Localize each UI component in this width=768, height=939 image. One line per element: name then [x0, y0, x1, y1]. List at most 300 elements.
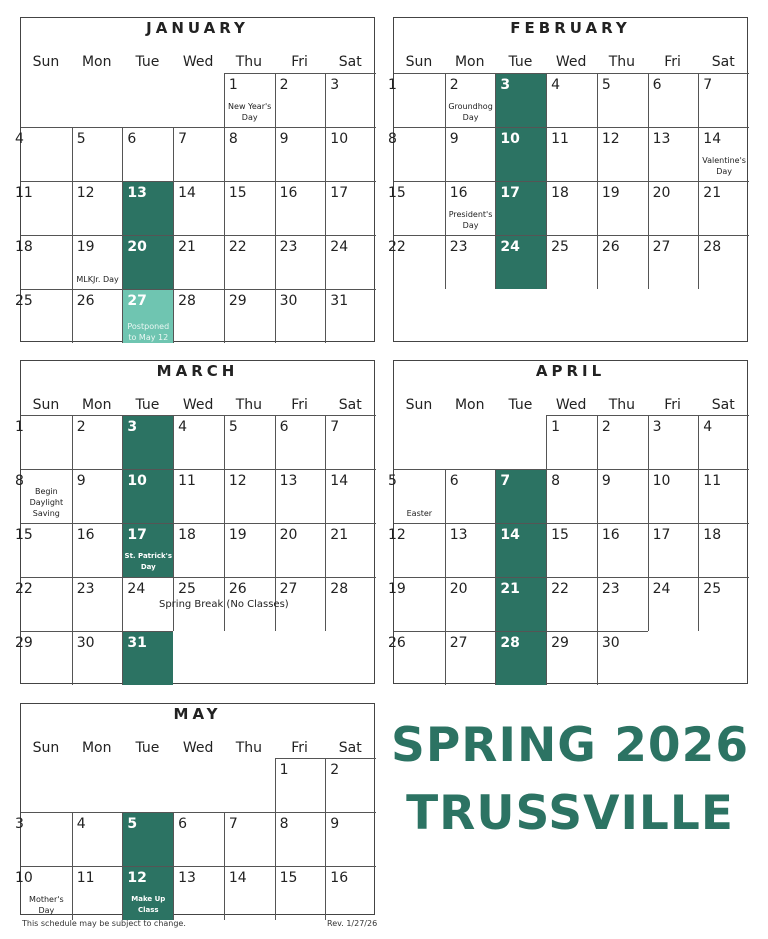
day-number: 25 [703, 581, 722, 597]
weekday-label: Mon [454, 54, 485, 70]
day-number: 15 [388, 185, 406, 201]
weekday-label: Thu [235, 740, 262, 756]
day-number: 4 [551, 77, 561, 93]
weekday-label: Wed [182, 740, 214, 756]
day-cell [648, 469, 699, 523]
day-cell [173, 523, 224, 577]
day-cell [445, 523, 496, 577]
day-number: 13 [449, 527, 468, 543]
day-number: 17 [330, 185, 349, 201]
day-number: 6 [279, 419, 289, 435]
day-number: 22 [388, 239, 406, 255]
day-number: 4 [178, 419, 188, 435]
day-cell [546, 577, 597, 631]
day-number: 8 [388, 131, 397, 147]
day-cell [15, 866, 72, 920]
day-number: 13 [652, 131, 671, 147]
day-cell [72, 415, 123, 469]
day-cell [275, 127, 326, 181]
day-cell [597, 415, 648, 469]
day-cell [597, 631, 648, 685]
weekday-label: Thu [608, 397, 635, 413]
day-cell [597, 523, 648, 577]
day-number: 13 [279, 473, 298, 489]
month-april [388, 360, 748, 684]
day-cell [597, 469, 648, 523]
day-cell [275, 469, 326, 523]
day-number: 5 [388, 473, 397, 489]
day-number: 25 [551, 239, 569, 255]
day-cell [495, 469, 546, 523]
month-may [15, 703, 375, 915]
day-note: Make Up Class [131, 895, 166, 914]
day-cell [173, 812, 224, 866]
day-cell [275, 866, 326, 920]
day-cell [495, 631, 546, 685]
month-title: APRIL [535, 362, 606, 380]
day-cell [325, 73, 376, 127]
day-number: 4 [703, 419, 713, 435]
day-number: 27 [449, 635, 468, 651]
day-cell [325, 758, 376, 812]
day-number: 11 [703, 473, 722, 489]
day-cell [122, 631, 173, 685]
day-number: 5 [76, 131, 86, 147]
day-cell [325, 289, 376, 343]
day-number: 6 [449, 473, 459, 489]
day-number: 20 [449, 581, 468, 597]
day-cell [72, 127, 123, 181]
day-cell [546, 523, 597, 577]
day-cell [546, 181, 597, 235]
day-cell [224, 127, 275, 181]
day-number: 24 [330, 239, 349, 255]
day-number: 14 [330, 473, 349, 489]
weekday-label: Wed [555, 54, 587, 70]
day-number: 24 [500, 239, 520, 255]
day-cell [224, 415, 275, 469]
day-number: 23 [76, 581, 95, 597]
day-number: 23 [279, 239, 298, 255]
day-number: 7 [703, 77, 713, 93]
day-number: 11 [551, 131, 569, 147]
day-cell [495, 73, 546, 127]
day-number: 5 [127, 816, 138, 832]
day-cell [15, 289, 72, 343]
day-number: 26 [388, 635, 406, 651]
day-number: 1 [15, 419, 24, 435]
day-number: 3 [330, 77, 340, 93]
day-cell [224, 181, 275, 235]
day-cell [648, 181, 699, 235]
day-cell [546, 415, 597, 469]
day-number: 25 [178, 581, 196, 597]
day-number: 10 [127, 473, 147, 489]
day-cell [173, 415, 224, 469]
day-number: 2 [330, 762, 340, 778]
day-number: 16 [449, 185, 468, 201]
day-cell [495, 235, 546, 289]
day-number: 9 [601, 473, 611, 489]
day-cell [122, 469, 173, 523]
day-number: 9 [449, 131, 459, 147]
day-cell [275, 758, 326, 812]
day-cell [122, 181, 173, 235]
weekday-label: Sun [32, 54, 60, 70]
day-number: 20 [127, 239, 147, 255]
weekday-label: Fri [291, 54, 308, 70]
day-number: 27 [652, 239, 671, 255]
day-note: President's Day [448, 210, 493, 230]
day-cell [445, 73, 496, 127]
day-number: 2 [601, 419, 611, 435]
day-cell [388, 469, 445, 523]
day-cell [648, 73, 699, 127]
day-number: 8 [228, 131, 238, 147]
day-number: 19 [76, 239, 95, 255]
day-number: 16 [330, 870, 349, 886]
weekday-label: Fri [664, 54, 681, 70]
day-number: 14 [178, 185, 196, 201]
day-cell [224, 866, 275, 920]
day-cell [325, 866, 376, 920]
day-number: 24 [652, 581, 671, 597]
day-number: 24 [127, 581, 146, 597]
day-number: 22 [551, 581, 569, 597]
day-cell [15, 812, 72, 866]
day-cell [122, 523, 173, 577]
day-cell [15, 523, 72, 577]
day-cell [173, 469, 224, 523]
day-number: 7 [500, 473, 511, 489]
day-note: Begin Daylight Saving [29, 487, 64, 518]
day-number: 23 [601, 581, 620, 597]
day-cell [698, 235, 749, 289]
day-cell [597, 235, 648, 289]
day-cell [224, 523, 275, 577]
day-number: 16 [279, 185, 298, 201]
weekday-label: Fri [664, 397, 681, 413]
day-cell [224, 289, 275, 343]
day-cell [72, 866, 123, 920]
day-number: 12 [228, 473, 247, 489]
day-number: 17 [500, 185, 520, 201]
day-cell [275, 235, 326, 289]
day-number: 27 [279, 581, 298, 597]
day-number: 3 [127, 419, 138, 435]
day-note: Groundhog Day [448, 102, 493, 122]
day-number: 7 [330, 419, 340, 435]
day-cell [15, 127, 72, 181]
day-number: 29 [228, 293, 247, 309]
month-title: FEBRUARY [510, 19, 631, 37]
day-number: 13 [127, 185, 147, 201]
day-number: 18 [15, 239, 33, 255]
day-cell [648, 127, 699, 181]
day-cell [72, 577, 123, 631]
day-cell [72, 181, 123, 235]
day-cell [122, 235, 173, 289]
day-cell [445, 235, 496, 289]
day-cell [325, 415, 376, 469]
weekday-label: Wed [555, 397, 587, 413]
day-number: 2 [279, 77, 289, 93]
day-number: 1 [228, 77, 238, 93]
weekday-label: Sun [32, 397, 60, 413]
day-cell [546, 469, 597, 523]
day-cell [122, 127, 173, 181]
day-cell [275, 289, 326, 343]
day-cell [72, 631, 123, 685]
day-cell [648, 415, 699, 469]
day-number: 21 [703, 185, 722, 201]
weekday-label: Sat [338, 397, 362, 413]
day-cell [72, 523, 123, 577]
day-cell [388, 235, 445, 289]
day-number: 4 [76, 816, 86, 832]
day-cell [224, 235, 275, 289]
day-cell [325, 469, 376, 523]
day-cell [72, 469, 123, 523]
day-number: 18 [551, 185, 569, 201]
day-number: 9 [330, 816, 340, 832]
day-cell [445, 577, 496, 631]
day-note: Valentine's Day [702, 156, 746, 176]
day-number: 9 [279, 131, 289, 147]
month-title: MAY [173, 705, 222, 723]
day-number: 19 [388, 581, 406, 597]
day-cell [597, 73, 648, 127]
weekday-label: Sat [711, 54, 735, 70]
day-cell [597, 127, 648, 181]
day-number: 15 [15, 527, 33, 543]
day-cell [122, 812, 173, 866]
day-cell [325, 523, 376, 577]
month-title: JANUARY [146, 19, 249, 37]
day-cell [72, 812, 123, 866]
day-number: 31 [127, 635, 147, 651]
day-number: 3 [652, 419, 662, 435]
day-number: 19 [601, 185, 620, 201]
day-number: 12 [127, 870, 147, 886]
day-number: 21 [178, 239, 196, 255]
day-number: 6 [652, 77, 662, 93]
day-number: 14 [228, 870, 247, 886]
weekday-label: Tue [135, 54, 160, 70]
day-number: 31 [330, 293, 349, 309]
day-number: 6 [178, 816, 188, 832]
day-cell [275, 812, 326, 866]
weekday-label: Mon [81, 740, 112, 756]
spring-break-label: Spring Break (No Classes) [158, 599, 289, 610]
day-cell [495, 577, 546, 631]
day-cell [546, 127, 597, 181]
day-cell [325, 127, 376, 181]
day-cell [275, 415, 326, 469]
day-number: 16 [601, 527, 620, 543]
month-title: MARCH [156, 362, 239, 380]
day-note: St. Patrick's Day [124, 552, 172, 571]
day-number: 15 [228, 185, 247, 201]
weekday-label: Tue [135, 397, 160, 413]
day-number: 29 [551, 635, 569, 651]
weekday-label: Sat [711, 397, 735, 413]
day-number: 10 [330, 131, 349, 147]
day-cell [72, 289, 123, 343]
day-number: 10 [15, 870, 33, 886]
day-number: 8 [15, 473, 24, 489]
day-note: Mother's Day [29, 895, 64, 915]
day-number: 15 [551, 527, 569, 543]
day-cell [648, 235, 699, 289]
day-note: MLKJr. Day [76, 275, 119, 284]
day-cell [495, 181, 546, 235]
footer-revision: Rev. 1/27/26 [327, 919, 378, 928]
day-number: 5 [601, 77, 611, 93]
day-number: 6 [127, 131, 137, 147]
day-number: 19 [228, 527, 247, 543]
weekday-label: Wed [182, 54, 214, 70]
day-cell [698, 469, 749, 523]
day-number: 3 [15, 816, 24, 832]
weekday-label: Mon [454, 397, 485, 413]
day-number: 25 [15, 293, 33, 309]
day-cell [122, 415, 173, 469]
day-number: 18 [703, 527, 722, 543]
day-number: 9 [76, 473, 86, 489]
day-number: 7 [228, 816, 238, 832]
day-number: 1 [551, 419, 561, 435]
day-note: Easter [406, 509, 433, 518]
day-number: 30 [601, 635, 620, 651]
day-cell [388, 73, 445, 127]
day-cell [173, 181, 224, 235]
day-cell [698, 523, 749, 577]
day-number: 22 [228, 239, 247, 255]
day-cell [698, 577, 749, 631]
day-number: 30 [76, 635, 95, 651]
day-cell [325, 181, 376, 235]
day-number: 15 [279, 870, 298, 886]
day-cell [173, 235, 224, 289]
day-cell [445, 469, 496, 523]
day-number: 14 [500, 527, 520, 543]
day-cell [388, 127, 445, 181]
day-number: 2 [76, 419, 86, 435]
day-cell [72, 235, 123, 289]
day-number: 13 [178, 870, 196, 886]
day-number: 26 [76, 293, 95, 309]
day-number: 10 [500, 131, 520, 147]
day-cell [546, 631, 597, 685]
day-cell [698, 127, 749, 181]
day-cell [325, 577, 376, 631]
day-number: 29 [15, 635, 33, 651]
month-february [388, 17, 748, 342]
headline-location: TRUSSVILLE [406, 786, 734, 841]
day-note: Postponed to May 12 [127, 322, 170, 342]
day-cell [698, 73, 749, 127]
day-cell [445, 127, 496, 181]
day-number: 2 [449, 77, 459, 93]
day-cell [15, 577, 72, 631]
day-cell [698, 415, 749, 469]
day-cell [388, 181, 445, 235]
weekday-label: Tue [508, 397, 533, 413]
day-cell [546, 235, 597, 289]
day-cell [388, 523, 445, 577]
day-number: 16 [76, 527, 95, 543]
day-cell [445, 631, 496, 685]
day-cell [275, 181, 326, 235]
day-cell [122, 289, 173, 343]
weekday-label: Thu [235, 54, 262, 70]
weekday-label: Sun [405, 54, 433, 70]
day-number: 28 [703, 239, 722, 255]
weekday-label: Tue [135, 740, 160, 756]
day-cell [15, 181, 72, 235]
weekday-label: Mon [81, 54, 112, 70]
day-number: 26 [601, 239, 620, 255]
day-cell [15, 631, 72, 685]
day-number: 12 [601, 131, 620, 147]
weekday-label: Sun [32, 740, 60, 756]
day-number: 28 [178, 293, 196, 309]
day-cell [495, 523, 546, 577]
day-cell [173, 866, 224, 920]
headline-term: SPRING 2026 [390, 718, 750, 773]
day-cell [173, 289, 224, 343]
day-cell [275, 73, 326, 127]
day-number: 28 [500, 635, 520, 651]
day-number: 18 [178, 527, 196, 543]
day-number: 11 [15, 185, 33, 201]
day-cell [388, 631, 445, 685]
day-cell [15, 469, 72, 523]
day-cell [224, 812, 275, 866]
day-number: 5 [228, 419, 238, 435]
day-cell [388, 577, 445, 631]
day-cell [325, 812, 376, 866]
day-cell [224, 469, 275, 523]
day-number: 1 [388, 77, 397, 93]
day-number: 27 [127, 293, 147, 309]
day-number: 11 [178, 473, 196, 489]
weekday-label: Thu [235, 397, 262, 413]
day-number: 4 [15, 131, 24, 147]
day-number: 28 [330, 581, 349, 597]
day-number: 17 [652, 527, 671, 543]
weekday-label: Sat [338, 54, 362, 70]
weekday-label: Fri [291, 740, 308, 756]
day-number: 8 [551, 473, 561, 489]
day-number: 26 [228, 581, 247, 597]
day-cell [122, 866, 173, 920]
day-number: 1 [279, 762, 289, 778]
day-number: 20 [652, 185, 671, 201]
day-number: 10 [652, 473, 671, 489]
day-cell [546, 73, 597, 127]
day-cell [648, 577, 699, 631]
day-cell [275, 523, 326, 577]
weekday-label: Fri [291, 397, 308, 413]
day-number: 23 [449, 239, 468, 255]
day-cell [15, 415, 72, 469]
footer-disclaimer: This schedule may be subject to change. [22, 919, 186, 928]
day-cell [648, 523, 699, 577]
day-cell [597, 181, 648, 235]
month-january [15, 17, 375, 342]
